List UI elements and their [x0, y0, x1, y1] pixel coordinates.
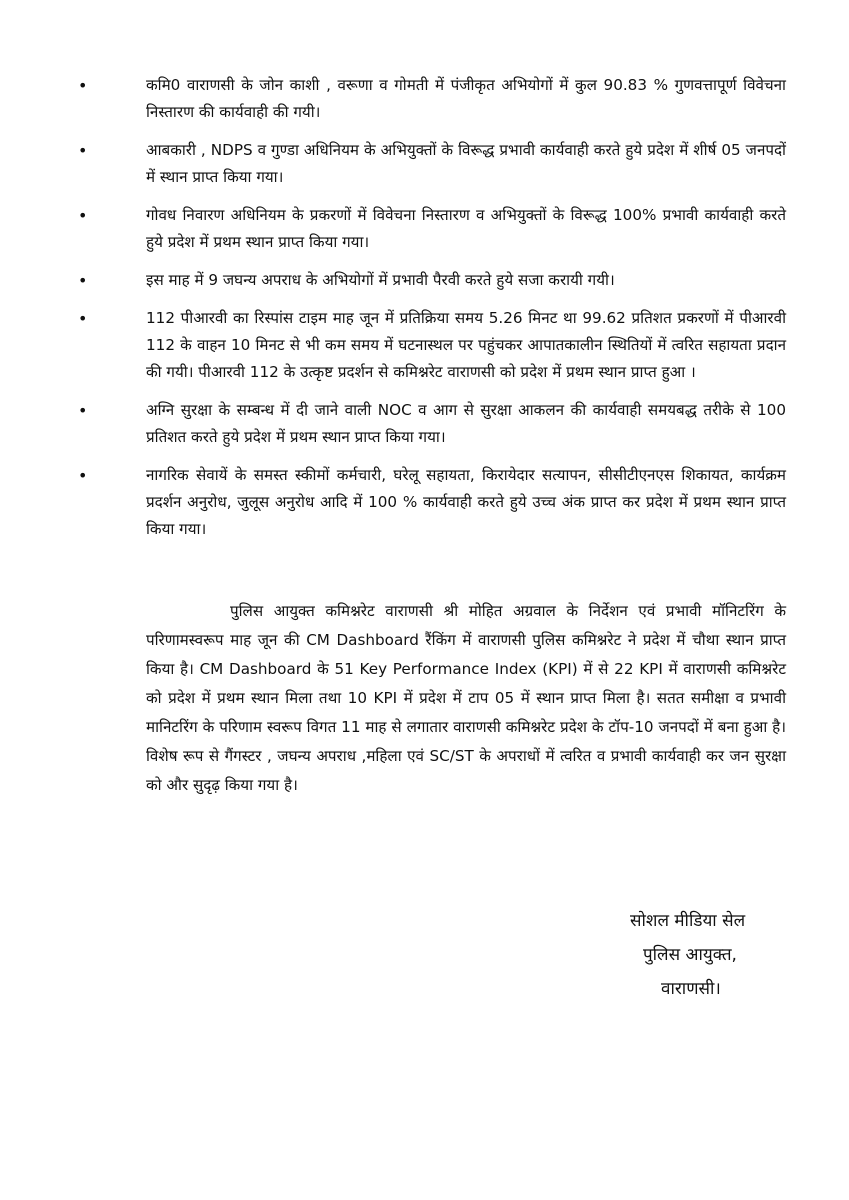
bullet-icon: •	[78, 141, 88, 160]
achievement-list	[74, 72, 786, 554]
list-item	[74, 397, 786, 451]
list-item-text: आबकारी , NDPS व गुण्डा अधिनियम के अभियुक्तों के विरूद्ध प्रभावी कार्यवाही करते हुये प्रदेश में शीर्ष 05 जनपदों में स्थान प्राप्त किया गया।	[146, 141, 786, 186]
signature-department: सोशल मीडिया सेल	[630, 911, 746, 931]
list-item	[74, 72, 786, 126]
list-item-text: इस माह में 9 जघन्य अपराध के अभियोगों में प्रभावी पैरवी करते हुये सजा करायी गयी।	[146, 271, 615, 289]
list-item-text: नागरिक सेवायें के समस्त स्कीमों कर्मचारी, घरेलू सहायता, किरायेदार सत्यापन, सीसीटीएनएस शिकायत, कार्यक्रम प्रदर्शन अनुरोध, जुलूस अनुरोध आदि में 100 % कार्यवाही करते हुये उच्च अंक प्राप्त कर प्रदेश में प्रथम स्थान प्राप्त किया गया।	[146, 466, 786, 538]
bullet-icon: •	[78, 466, 88, 485]
list-item	[74, 305, 786, 386]
bullet-icon: •	[78, 206, 88, 225]
summary-paragraph: पुलिस आयुक्त कमिश्नरेट वाराणसी श्री मोहित अग्रवाल के निर्देशन एवं प्रभावी मॉनिटरिंग के परिणामस्वरूप माह जून की CM Dashboard रैंकिंग में वाराणसी पुलिस कमिश्नरेट ने प्रदेश में चौथा स्थान प्राप्त किया है। CM Dashboard के 51 Key Performance Index (KPI) में से 22 KPI में वाराणसी कमिश्नरेट को प्रदेश में प्रथम स्थान मिला तथा 10 KPI में प्रदेश में टाप 05 में स्थान प्राप्त मिला है। सतत समीक्षा व प्रभावी मानिटरिंग के परिणाम स्वरूप विगत 11 माह से लगातार वाराणसी कमिश्नरेट प्रदेश के टॉप-10 जनपदों में बना हुआ है। विशेष रूप से गैंगस्टर , जघन्य अपराध ,महिला एवं SC/ST के अपराधों में त्वरित व प्रभावी कार्यवाही कर जन सुरक्षा को और सुदृढ़ किया गया है।	[146, 602, 786, 794]
bullet-icon: •	[78, 401, 88, 420]
list-item-text: गोवध निवारण अधिनियम के प्रकरणों में विवेचना निस्तारण व अभियुक्तों के विरूद्ध 100% प्रभावी कार्यवाही करते हुये प्रदेश में प्रथम स्थान प्राप्त किया गया।	[146, 206, 786, 251]
list-item	[74, 202, 786, 256]
signature-office: पुलिस आयुक्त,	[643, 945, 737, 965]
list-item-text: 112 पीआरवी का रिस्पांस टाइम माह जून में प्रतिक्रिया समय 5.26 मिनट था 99.62 प्रतिशत प्रकरणों में पीआरवी 112 के वाहन 10 मिनट से भी कम समय में घटनास्थल पर पहुंचकर आपातकालीन स्थितियों में त्वरित सहायता प्रदान की गयी। पीआरवी 112 के उत्कृष्ट प्रदर्शन से कमिश्नरेट वाराणसी को प्रदेश में प्रथम स्थान प्राप्त हुआ ।	[146, 309, 786, 381]
bullet-icon: •	[78, 309, 88, 328]
signature-city: वाराणसी।	[661, 979, 721, 999]
list-item	[74, 137, 786, 191]
list-item	[74, 462, 786, 543]
list-item	[74, 267, 786, 294]
list-item-text: कमि0 वाराणसी के जोन काशी , वरूणा व गोमती में पंजीकृत अभियोगों में कुल 90.83 % गुणवत्तापूर्ण विवेचना निस्तारण की कार्यवाही की गयी।	[146, 76, 786, 121]
list-item-text: अग्नि सुरक्षा के सम्बन्ध में दी जाने वाली NOC व आग से सुरक्षा आकलन की कार्यवाही समयबद्ध तरीके से 100 प्रतिशत करते हुये प्रदेश में प्रथम स्थान प्राप्त किया गया।	[146, 401, 786, 446]
signature-block	[600, 904, 800, 1006]
bullet-icon: •	[78, 271, 88, 290]
bullet-icon: •	[78, 76, 88, 95]
